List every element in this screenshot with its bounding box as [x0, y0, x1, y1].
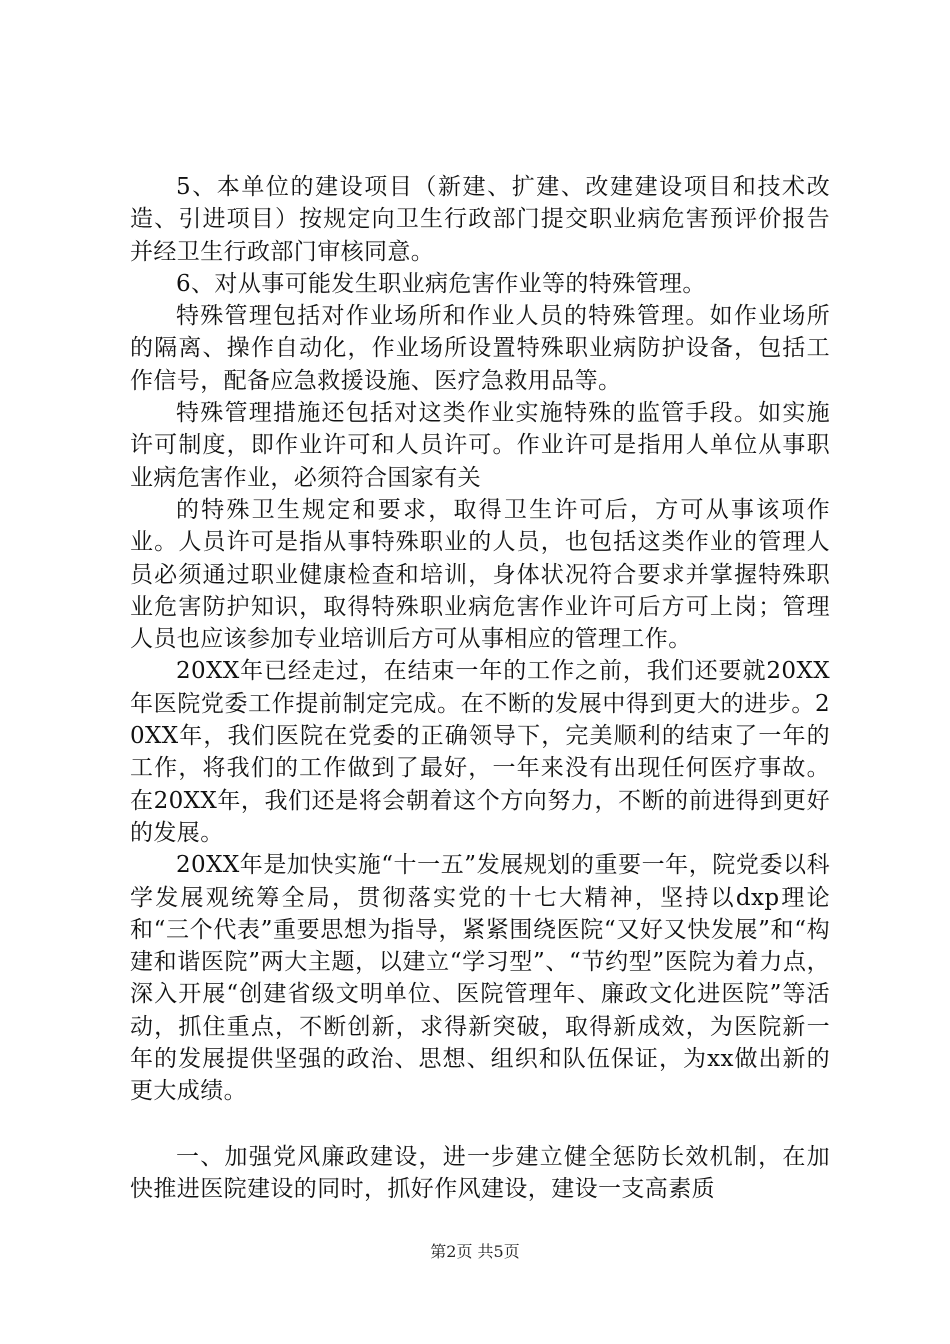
paragraph-year-review: 20XX年已经走过，在结束一年的工作之前，我们还要就20XX年医院党委工作提前制定完成。在不断的发展中得到更大的进步。20XX年，我们医院在党委的正确领导下，完美顺利的结束了一年的工作，将我们的工作做到了最好，一年来没有出现任何医疗事故。在20XX年，我们还是将会朝着这个方向努力，不断的前进得到更好的发展。: [130, 658, 830, 846]
paragraph-item-5: 5、本单位的建设项目（新建、扩建、改建建设项目和技术改造、引进项目）按规定向卫生行政部门提交职业病危害预评价报告并经卫生行政部门审核同意。: [130, 174, 830, 265]
paragraph-year-plan: 20XX年是加快实施“十一五”发展规划的重要一年，院党委以科学发展观统筹全局，贯彻落实党的十七大精神，坚持以dxp理论和“三个代表”重要思想为指导，紧紧围绕医院“又好又快发展”和“构建和谐医院”两大主题，以建立“学习型”、“节约型”医院为着力点，深入开展“创建省级文明单位、医院管理年、廉政文化进医院”等活动，抓住重点，不断创新，求得新突破，取得新成效，为医院新一年的发展提供坚强的政治、思想、组织和队伍保证，为xx做出新的更大成绩。: [130, 852, 830, 1105]
paragraph-special-measures: 特殊管理措施还包括对这类作业实施特殊的监管手段。如实施许可制度，即作业许可和人员许可。作业许可是指用人单位从事职业病危害作业，必须符合国家有关: [130, 400, 830, 491]
paragraph-permit-details: 的特殊卫生规定和要求，取得卫生许可后，方可从事该项作业。人员许可是指从事特殊职业的人员，也包括这类作业的管理人员必须通过职业健康检查和培训，身体状况符合要求并掌握特殊职业危害防护知识，取得特殊职业病危害作业许可后方可上岗；管理人员也应该参加专业培训后方可从事相应的管理工作。: [130, 496, 830, 653]
page-footer: 第2页 共5页: [430, 1242, 520, 1261]
paragraph-special-management: 特殊管理包括对作业场所和作业人员的特殊管理。如作业场所的隔离、操作自动化，作业场所设置特殊职业病防护设备，包括工作信号，配备应急救援设施、医疗急救用品等。: [130, 303, 830, 394]
document-body: [130, 171, 830, 1205]
section-heading-one: 一、加强党风廉政建设，进一步建立健全惩防长效机制，在加快推进医院建设的同时，抓好作风建设，建设一支高素质: [130, 1143, 830, 1202]
paragraph-item-6: 6、对从事可能发生职业病危害作业等的特殊管理。: [176, 270, 706, 297]
